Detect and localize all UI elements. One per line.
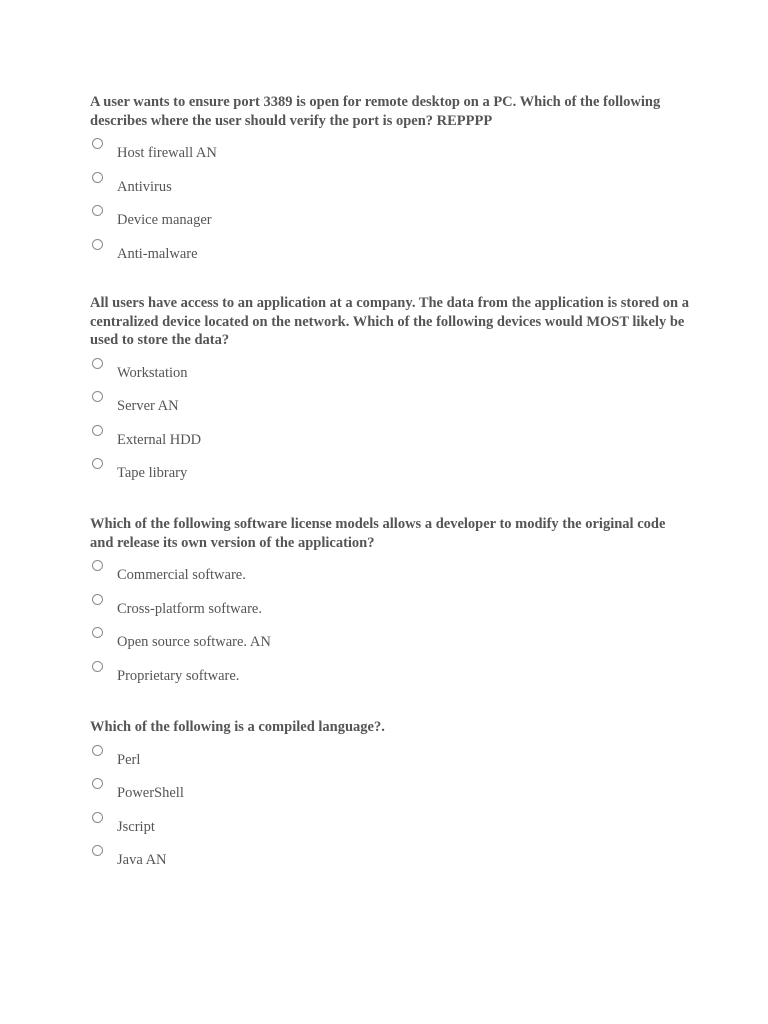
option-external-hdd[interactable] <box>90 425 690 459</box>
question-text: All users have access to an application at a company. The data from the application is stored on a centralized device located on the network. Which of the following devices would MOST likely be used to store the data? <box>90 295 689 348</box>
question-1 <box>90 93 690 272</box>
option-label: Java AN <box>117 852 167 868</box>
question-2 <box>90 294 690 492</box>
question-3 <box>90 515 690 694</box>
option-device-manager[interactable] <box>90 205 690 239</box>
option-label: Proprietary software. <box>117 667 240 684</box>
option-label: Device manager <box>117 212 212 228</box>
radio-button[interactable] <box>92 425 103 436</box>
option-powershell[interactable] <box>90 778 385 812</box>
option-server[interactable] <box>90 391 690 425</box>
radio-button[interactable] <box>92 778 103 789</box>
options-list <box>90 560 690 694</box>
options-list <box>90 358 690 492</box>
radio-button[interactable] <box>92 845 103 856</box>
option-host-firewall[interactable] <box>90 138 690 172</box>
radio-button[interactable] <box>92 172 103 183</box>
question-text: A user wants to ensure port 3389 is open for remote desktop on a PC. Which of the following describes where the user should verify the port is open? REPPPP <box>90 94 661 129</box>
option-label: Open source software. AN <box>117 634 271 650</box>
option-label: Antivirus <box>117 178 172 195</box>
option-commercial-software[interactable] <box>90 560 690 594</box>
option-label: Workstation <box>117 364 188 381</box>
option-tape-library[interactable] <box>90 458 690 492</box>
radio-button[interactable] <box>92 239 103 250</box>
radio-button[interactable] <box>92 594 103 605</box>
radio-button[interactable] <box>92 661 103 672</box>
radio-button[interactable] <box>92 458 103 469</box>
option-label: Cross-platform software. <box>117 600 262 617</box>
option-label: Tape library <box>117 465 188 481</box>
option-anti-malware[interactable] <box>90 239 690 273</box>
option-label: Perl <box>117 751 141 768</box>
radio-button[interactable] <box>92 205 103 216</box>
radio-button[interactable] <box>92 627 103 638</box>
options-list <box>90 138 690 272</box>
radio-button[interactable] <box>92 560 103 571</box>
option-java[interactable] <box>90 845 385 879</box>
question-text: Which of the following software license models allows a developer to modify the original code and release its own version of the application? <box>90 516 666 551</box>
question-text: Which of the following is a compiled language?. <box>90 719 385 735</box>
option-label: Anti-malware <box>117 245 198 262</box>
option-jscript[interactable] <box>90 812 385 846</box>
radio-button[interactable] <box>92 358 103 369</box>
option-label: Server AN <box>117 398 179 414</box>
options-list <box>90 745 385 879</box>
option-label: Host firewall AN <box>117 145 217 161</box>
radio-button[interactable] <box>92 138 103 149</box>
option-open-source-software[interactable] <box>90 627 690 661</box>
option-label: Jscript <box>117 818 155 835</box>
radio-button[interactable] <box>92 391 103 402</box>
option-antivirus[interactable] <box>90 172 690 206</box>
radio-button[interactable] <box>92 745 103 756</box>
question-4 <box>90 718 385 879</box>
option-proprietary-software[interactable] <box>90 661 690 695</box>
option-cross-platform-software[interactable] <box>90 594 690 628</box>
option-label: Commercial software. <box>117 567 246 583</box>
radio-button[interactable] <box>92 812 103 823</box>
option-label: External HDD <box>117 431 202 448</box>
option-workstation[interactable] <box>90 358 690 392</box>
option-label: PowerShell <box>117 785 184 801</box>
option-perl[interactable] <box>90 745 385 779</box>
